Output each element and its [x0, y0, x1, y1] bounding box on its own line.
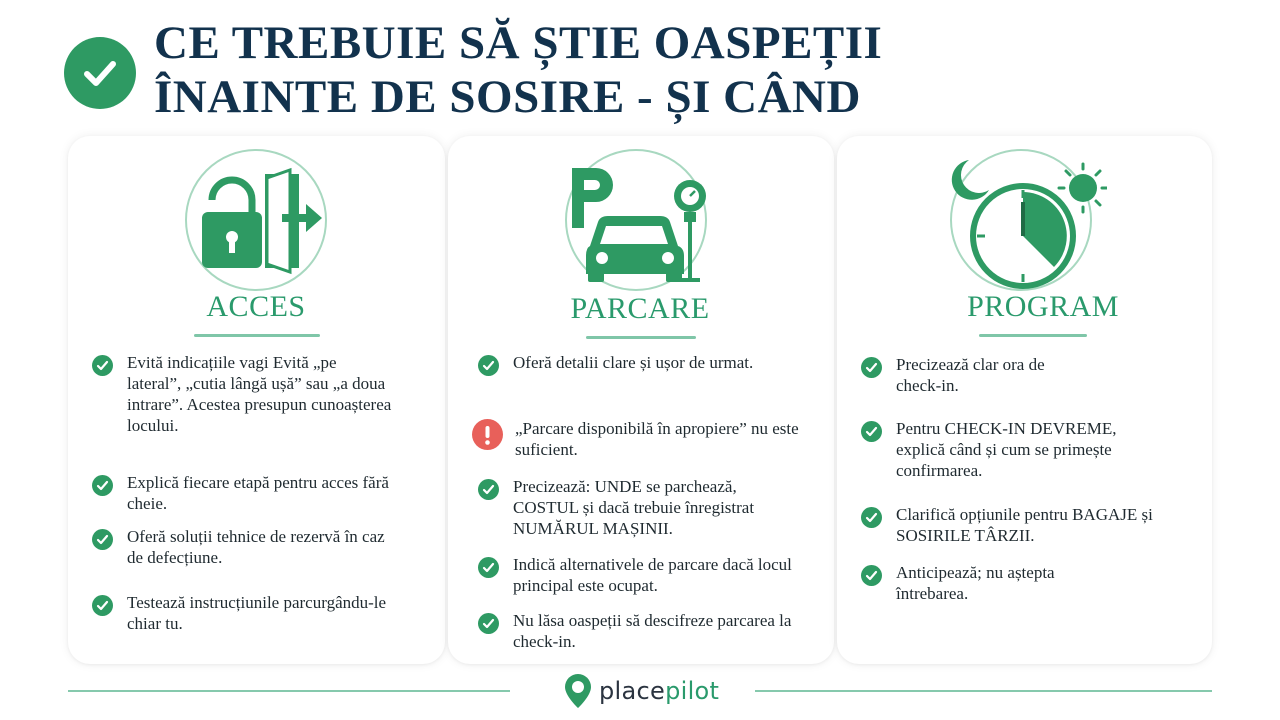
list-item [478, 554, 808, 596]
heading-underline [194, 334, 320, 337]
list-item [478, 352, 798, 376]
check-circle-icon [64, 37, 136, 109]
footer-divider-right [755, 690, 1212, 692]
check-icon [92, 475, 113, 496]
check-icon [478, 613, 499, 634]
list-item [861, 562, 1201, 604]
heading-underline [979, 334, 1087, 337]
item-text: Pentru CHECK-IN DEVREME, explică când și cum se primește confirmarea. [896, 419, 1117, 480]
list-item [861, 354, 1191, 396]
card-parcare [448, 136, 834, 664]
item-text: Precizează: UNDE se parchează, COSTUL și dacă trebuie înregistrat NUMĂRUL MAȘINII. [513, 477, 755, 538]
parking-car-meter-icon [550, 142, 722, 292]
clock-moon-sun-icon [935, 142, 1107, 292]
card-acces [68, 136, 445, 664]
item-text: Clarifică opțiunile pentru BAGAJE și SOSIRILE TÂRZII. [896, 505, 1153, 545]
check-icon [92, 595, 113, 616]
list-item [92, 352, 392, 436]
card-heading: ACCES [206, 290, 306, 323]
card-heading: PARCARE [570, 292, 710, 325]
list-item [92, 526, 392, 568]
title-line-1: CE TREBUIE SĂ ȘTIE OASPEȚII [154, 17, 883, 69]
list-item [861, 418, 1201, 481]
brand-logo [563, 672, 719, 710]
footer-divider-left [68, 690, 510, 692]
list-item [478, 610, 798, 652]
item-text: Oferă detalii clare și ușor de urmat. [513, 353, 754, 372]
brand-name: placepilot [599, 677, 720, 705]
list-item [92, 592, 404, 634]
exclamation-icon [472, 419, 503, 450]
check-icon [92, 355, 113, 376]
check-icon [861, 421, 882, 442]
list-item [861, 504, 1201, 546]
check-icon [861, 565, 882, 586]
item-text: Evită indicațiile vagi Evită „pe lateral”, „cutia lângă ușă” sau „a doua intrare”. Acestea presupun cunoașterea locului. [127, 353, 392, 435]
check-icon [92, 529, 113, 550]
item-text: Testează instrucțiunile parcurgându-le chiar tu. [127, 593, 387, 633]
check-icon [861, 357, 882, 378]
padlock-exit-door-icon [170, 142, 342, 292]
item-text: Nu lăsa oaspeții să descifreze parcarea la check-in. [513, 611, 792, 651]
card-program [837, 136, 1212, 664]
list-item [478, 476, 798, 539]
check-icon [478, 557, 499, 578]
list-item [92, 472, 392, 514]
item-text: Precizează clar ora de check-in. [896, 355, 1045, 395]
list-item-warning [478, 418, 808, 460]
item-text: Oferă soluții tehnice de rezervă în caz de defecțiune. [127, 527, 385, 567]
heading-underline [586, 336, 696, 339]
item-text: Anticipează; nu aștepta întrebarea. [896, 563, 1055, 603]
check-icon [861, 507, 882, 528]
check-icon [478, 479, 499, 500]
item-text: Explică fiecare etapă pentru acces fără cheie. [127, 473, 389, 513]
card-heading: PROGRAM [967, 290, 1119, 323]
check-icon [478, 355, 499, 376]
title-line-2: ÎNAINTE DE SOSIRE - ȘI CÂND [154, 71, 861, 123]
page-title [154, 16, 1054, 124]
map-pin-logo-icon [563, 672, 593, 710]
item-text: Indică alternativele de parcare dacă locul principal este ocupat. [513, 555, 792, 595]
item-text: „Parcare disponibilă în apropiere” nu este suficient. [515, 419, 799, 459]
